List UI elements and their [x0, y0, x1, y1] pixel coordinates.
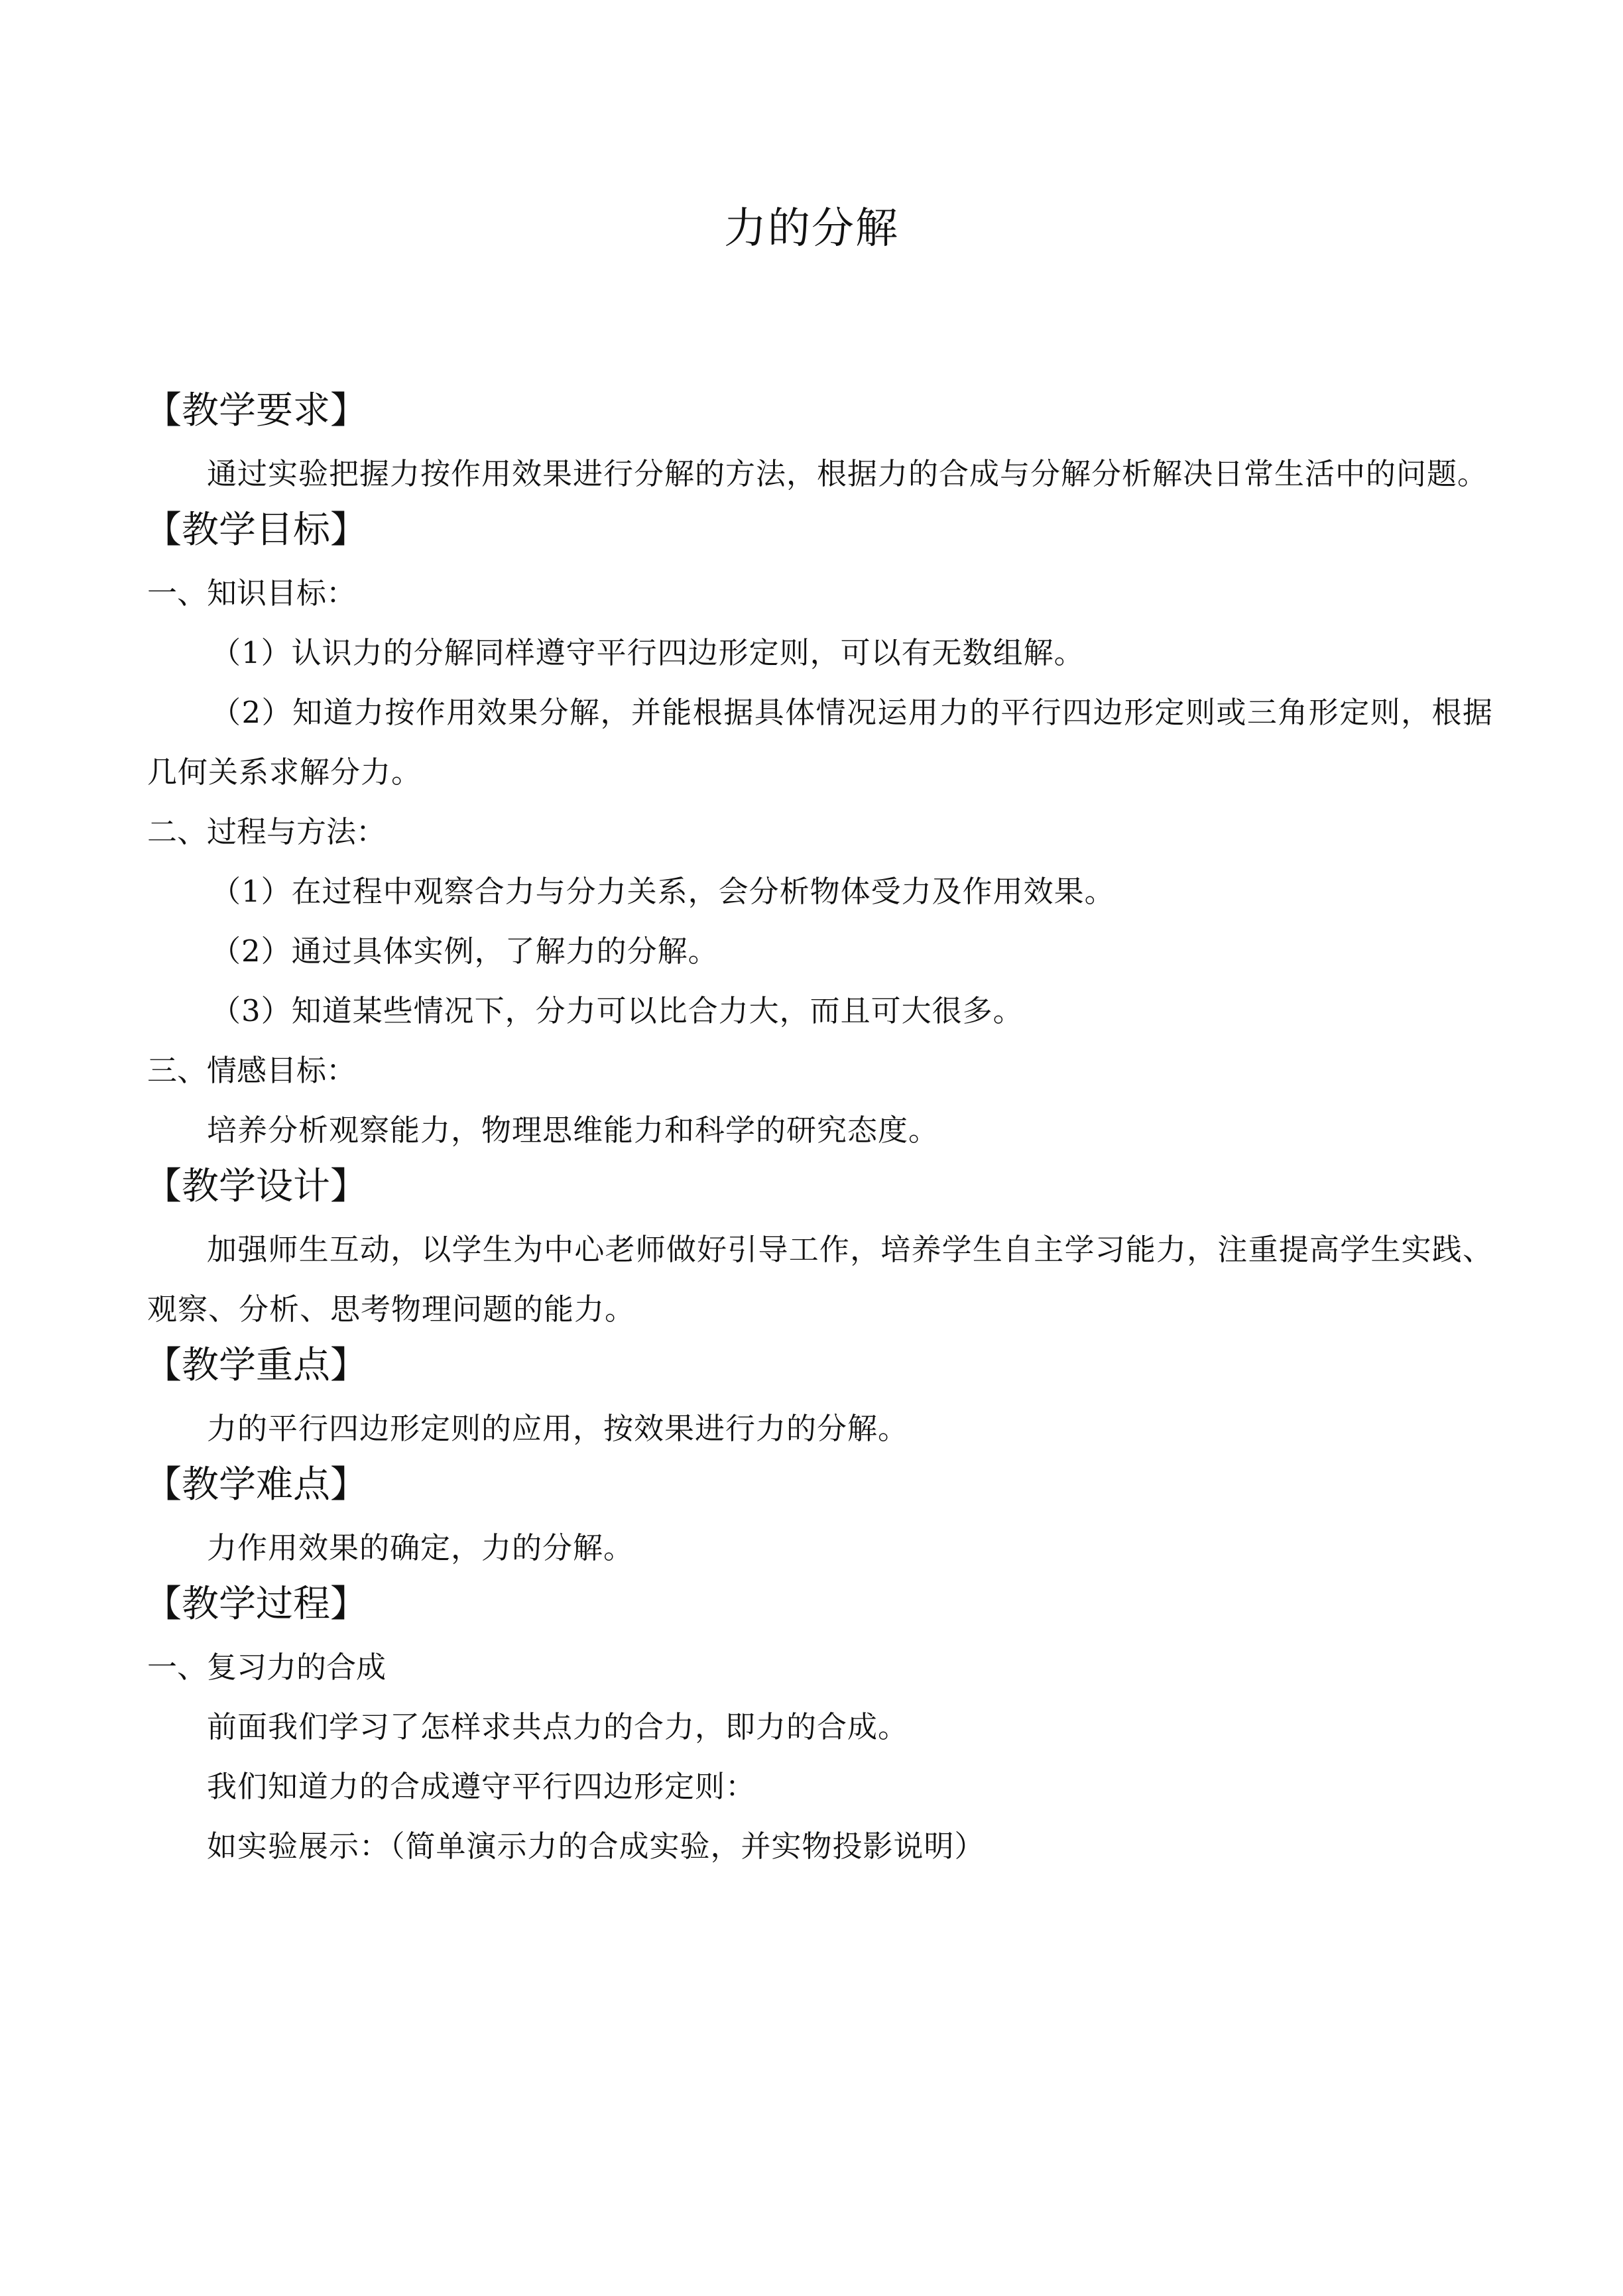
process-method-item: （1）在过程中观察合力与分力关系，会分析物体受力及作用效果。 — [211, 874, 1115, 909]
key-points-text: 力的平行四边形定则的应用，按效果进行力的分解。 — [207, 1411, 909, 1446]
review-line: 如实验展示：（简单演示力的合成实验，并实物投影说明） — [207, 1829, 985, 1864]
emotion-objectives-label: 三、情感目标： — [147, 1053, 357, 1088]
document-title: 力的分解 — [724, 204, 899, 253]
review-line: 前面我们学习了怎样求共点力的合力，即力的合成。 — [207, 1709, 909, 1744]
process-method-item: （2）通过具体实例，了解力的分解。 — [211, 934, 719, 969]
requirements-heading: 【教学要求】 — [145, 389, 367, 432]
key-points-heading: 【教学重点】 — [145, 1344, 367, 1387]
difficulties-heading: 【教学难点】 — [145, 1463, 367, 1506]
emotion-objectives-text: 培养分析观察能力，物理思维能力和科学的研究态度。 — [207, 1113, 939, 1148]
teaching-process-heading: 【教学过程】 — [145, 1583, 367, 1626]
requirements-text: 通过实验把握力按作用效果进行分解的方法，根据力的合成与分解分析解决日常生活中的问题。 — [207, 456, 1488, 491]
objectives-heading: 【教学目标】 — [145, 509, 367, 552]
design-text: 加强师生互动，以学生为中心老师做好引导工作，培养学生自主学习能力，注重提高学生实践、观察、分析、思考物理问题的能力。 — [147, 1232, 1493, 1327]
design-heading: 【教学设计】 — [145, 1165, 367, 1208]
difficulties-text: 力作用效果的确定，力的分解。 — [207, 1530, 634, 1565]
process-method-label: 二、过程与方法： — [147, 814, 387, 849]
process-method-item: （3）知道某些情况下，分力可以比合力大，而且可大很多。 — [211, 993, 1024, 1028]
review-line: 我们知道力的合成遵守平行四边形定则： — [207, 1769, 756, 1804]
review-label: 一、复习力的合成 — [147, 1650, 387, 1685]
document-body — [147, 385, 1493, 1876]
knowledge-objective-item: （2）知道力按作用效果分解，并能根据具体情况运用力的平行四边形定则或三角形定则，根据几何关系求解分力。 — [147, 695, 1493, 790]
knowledge-objective-item: （1）认识力的分解同样遵守平行四边形定则，可以有无数组解。 — [211, 635, 1085, 670]
knowledge-objectives-label: 一、知识目标： — [147, 575, 357, 611]
